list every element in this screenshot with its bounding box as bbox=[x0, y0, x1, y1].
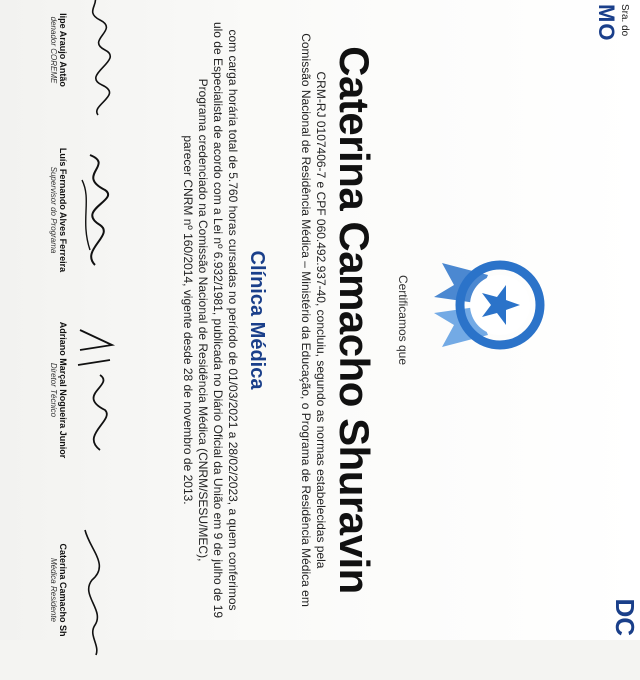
signature-role-1: denador COREME bbox=[49, 16, 58, 84]
signature-role-4: Médica Residente bbox=[49, 557, 58, 623]
recipient-name: Caterina Camacho Shuravin bbox=[331, 46, 378, 594]
handwritten-signature-3 bbox=[70, 320, 120, 460]
header-left-small-text: Sra. do bbox=[619, 4, 630, 37]
certify-intro: Certificamos que bbox=[396, 274, 410, 366]
signature-name-1: lipe Araujo Antão bbox=[58, 13, 68, 87]
body-line-4: parecer CNRM nº 160/2014, vigente desde 28 de novembro de 2013. bbox=[181, 135, 195, 505]
handwritten-signature-1 bbox=[70, 0, 120, 120]
body-line-2: ulo de Especialista de acordo com a Lei nº 6.932/1981, publicada no Diário Oficial da União em 9 de julho de 19 bbox=[211, 21, 225, 619]
specialty-title: Clínica Médica bbox=[246, 250, 268, 390]
signature-name-3: Adriano Marçal Nogueira Junior bbox=[58, 321, 68, 459]
id-paragraph bbox=[298, 0, 328, 640]
signatures-row bbox=[0, 0, 120, 640]
signature-role-2: Supervisor do Programa bbox=[49, 166, 58, 254]
handwritten-signature-2 bbox=[70, 140, 120, 280]
signature-block-4 bbox=[49, 500, 120, 680]
signature-block-3 bbox=[49, 300, 120, 480]
id-line-1: CRM-RJ 0107406-7 e CPF 060.492.937-40, concluiu, segundo as normas estabelecidas pela bbox=[314, 71, 328, 569]
signature-name-4: Caterina Camacho Sh bbox=[58, 543, 68, 637]
body-line-3: Programa credenciado na Comissão Nacional de Residência Médica (CNRM/SESU/MEC), bbox=[196, 78, 210, 562]
body-paragraph bbox=[180, 0, 240, 640]
award-seal-icon bbox=[430, 245, 550, 365]
header-left-logo bbox=[593, 4, 630, 41]
signature-block-1 bbox=[49, 0, 120, 140]
signature-role-3: Diretor Técnico bbox=[49, 362, 58, 418]
signature-name-2: Luís Fernando Alves Ferreira bbox=[58, 147, 68, 273]
handwritten-signature-4 bbox=[70, 520, 120, 660]
header-right-brand: DC bbox=[610, 598, 640, 636]
signature-block-2 bbox=[49, 120, 120, 300]
body-line-1: com carga horária total de 5.760 horas cursadas no período de 01/03/2021 a 28/02/2023, a quem conferimos bbox=[226, 29, 240, 611]
header-left-brand: MO bbox=[594, 4, 619, 42]
id-line-2: Comissão Nacional de Residência Médica – Ministério da Educação, o Programa de Residência Médica em bbox=[299, 33, 313, 607]
